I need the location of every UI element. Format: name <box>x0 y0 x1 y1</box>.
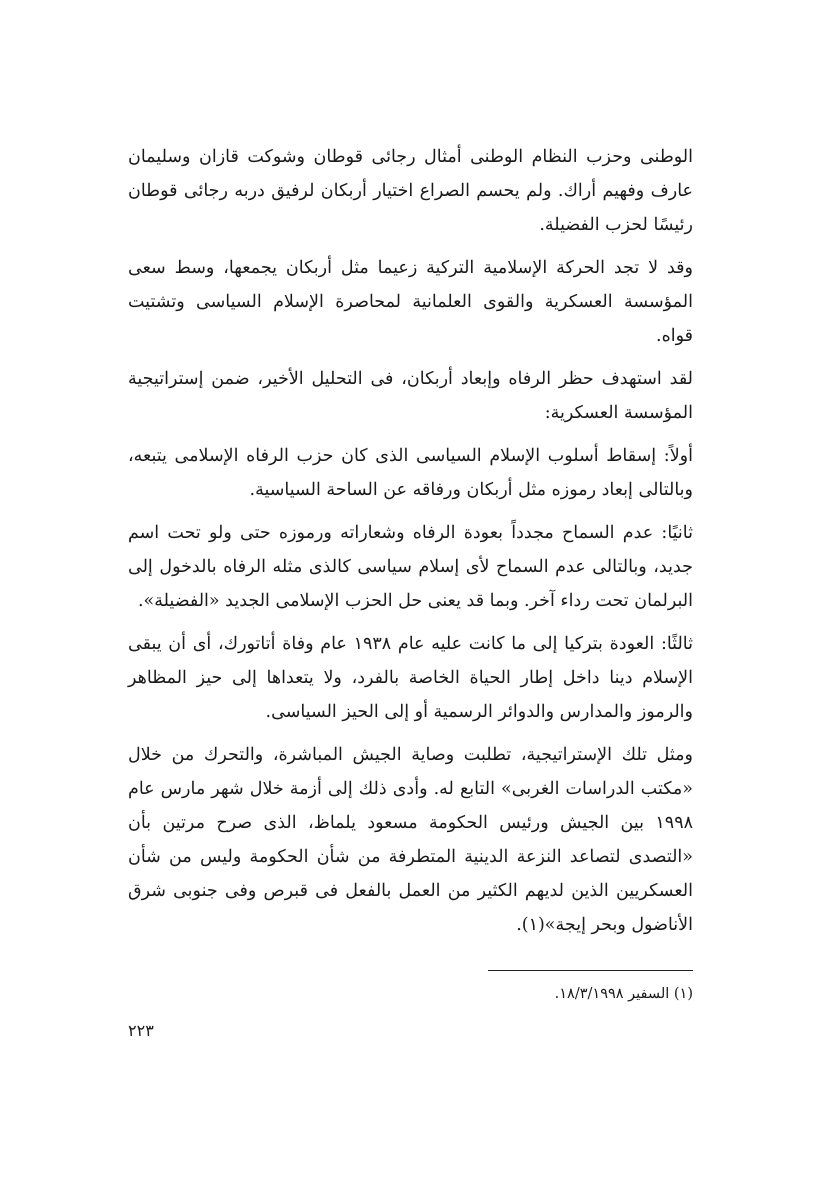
paragraph-1: الوطنى وحزب النظام الوطنى أمثال رجائى قوطان وشوكت قازان وسليمان عارف وفهيم أراك. ولم يحسم الصراع اختيار أربكان لرفيق دربه رجائى قوطان رئيسًا لحزب الفضيلة. <box>128 147 693 235</box>
paragraph-4: أولاً: إسقاط أسلوب الإسلام السياسى الذى كان حزب الرفاه الإسلامى يتبعه، وبالتالى إبعاد رموزه مثل أربكان ورفاقه عن الساحة السياسية. <box>128 446 693 500</box>
paragraph-2: وقد لا تجد الحركة الإسلامية التركية زعيما مثل أربكان يجمعها، وسط سعى المؤسسة العسكرية والقوى العلمانية لمحاصرة الإسلام السياسى وتشتيت قواه. <box>128 258 693 346</box>
page-number: ٢٢٣ <box>128 1021 154 1040</box>
paragraph-7: ومثل تلك الإستراتيجية، تطلبت وصاية الجيش المباشرة، والتحرك من خلال «مكتب الدراسات الغربى» التابع له. وأدى ذلك إلى أزمة خلال شهر مارس عام ١٩٩٨ بين الجيش ورئيس الحكومة مسعود يلماظ، الذى صرح مرتين بأن «التصدى لتصاعد النزعة الدينية المتطرفة من شأن الحكومة وليس من شأن العسكريين الذين لديهم الكثير من العمل بالفعل فى قبرص وفى جنوبى شرق الأناضول وبحر إيجة»(١). <box>128 745 693 935</box>
footnote-divider <box>488 970 693 971</box>
paragraph-6: ثالثًا: العودة بتركيا إلى ما كانت عليه عام ١٩٣٨ عام وفاة أتاتورك، أى أن يبقى الإسلام دينا داخل إطار الحياة الخاصة بالفرد، ولا يتعداها إلى حيز المظاهر والرموز والمدارس والدوائر الرسمية أو إلى الحيز السياسى. <box>128 634 693 722</box>
paragraph-3: لقد استهدف حظر الرفاه وإبعاد أربكان، فى التحليل الأخير، ضمن إستراتيجية المؤسسة العسكرية: <box>128 369 693 423</box>
footnote: (١) السفير ١٨/٣/١٩٩٨. <box>554 986 693 1002</box>
paragraph-5: ثانيًا: عدم السماح مجدداً بعودة الرفاه وشعاراته ورموزه حتى ولو تحت اسم جديد، وبالتالى عدم السماح لأى إسلام سياسى كالذى مثله الرفاه بالدخول إلى البرلمان تحت رداء آخر. وبما قد يعنى حل الحزب الإسلامى الجديد «الفضيلة». <box>128 523 693 611</box>
body-text <box>128 140 693 951</box>
